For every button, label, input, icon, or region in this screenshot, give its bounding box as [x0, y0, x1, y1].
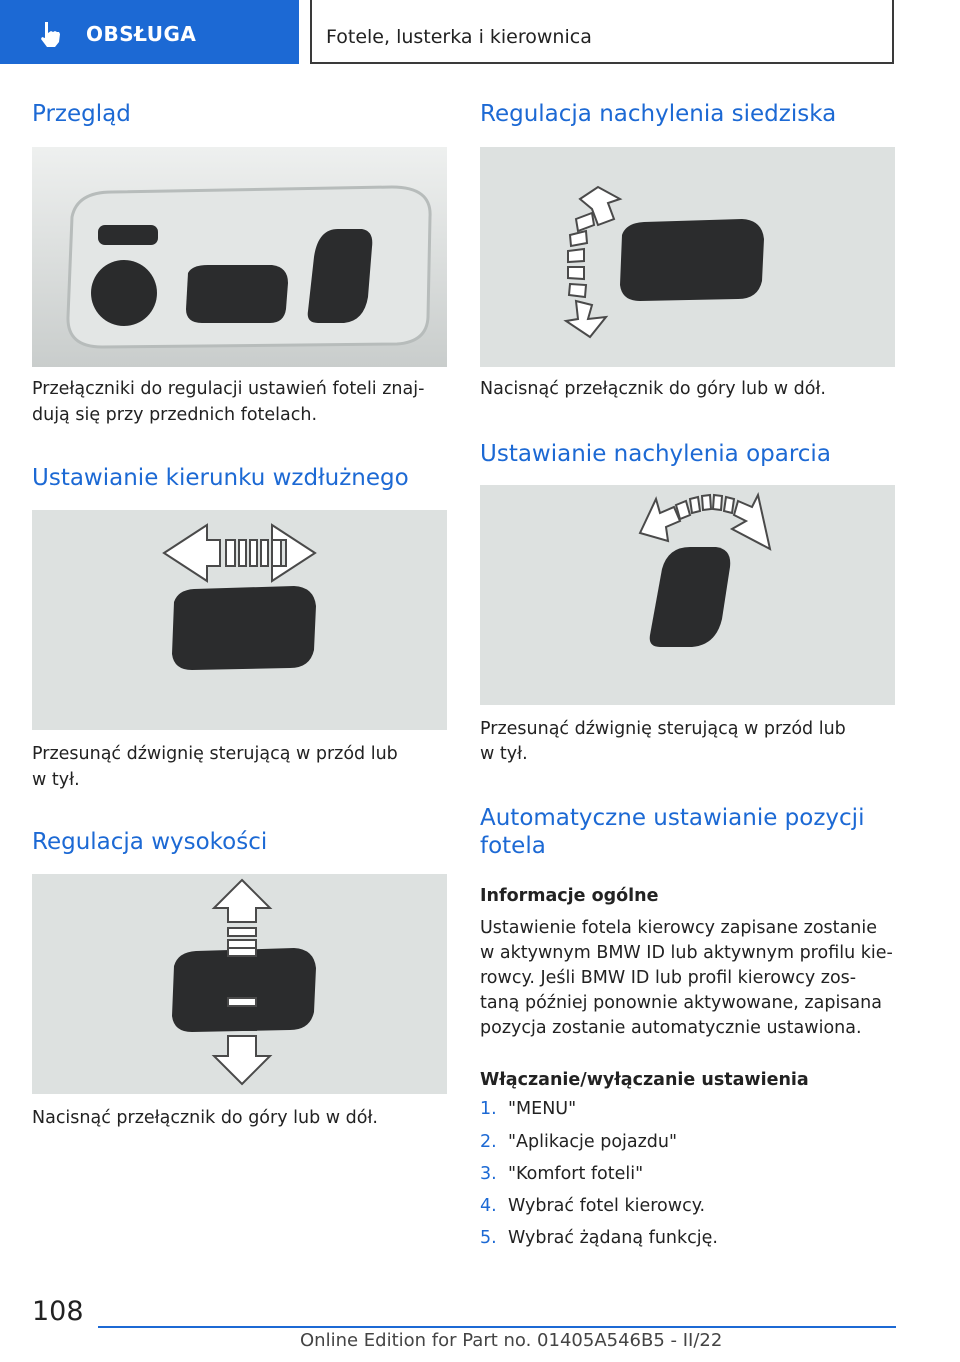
subheading-general: Informacje ogólne: [480, 886, 659, 906]
auto-text-5: pozycja zostanie automatycznie ustawiona.: [480, 1018, 862, 1038]
tilt-text: Nacisnąć przełącznik do góry lub w dół.: [480, 379, 826, 399]
heading-tilt: Regulacja nachylenia siedziska: [480, 101, 837, 127]
list-number: 4.: [480, 1196, 497, 1216]
longitudinal-text-2: w tył.: [32, 770, 80, 790]
auto-text-2: w aktywnym BMW ID lub aktywnym profilu kie-: [480, 943, 893, 963]
list-number: 3.: [480, 1164, 497, 1184]
list-text: "MENU": [508, 1099, 577, 1119]
auto-text-4: taną później ponownie aktywowane, zapisana: [480, 993, 882, 1013]
backrest-text-1: Przesunąć dźwignię sterującą w przód lub: [480, 719, 846, 739]
list-number: 2.: [480, 1132, 497, 1152]
seat-tilt-image: [480, 147, 895, 367]
list-item: [480, 1196, 705, 1216]
section-tab[interactable]: [0, 0, 299, 64]
list-text: "Komfort foteli": [508, 1164, 644, 1184]
heading-overview: Przegląd: [32, 101, 131, 127]
overview-text-1: Przełączniki do regulacji ustawień foteli znaj-: [32, 379, 425, 399]
longitudinal-text-1: Przesunąć dźwignię sterującą w przód lub: [32, 744, 398, 764]
overview-text-2: dują się przy przednich fotelach.: [32, 405, 318, 425]
footer-divider: [98, 1326, 896, 1328]
list-number: 1.: [480, 1099, 497, 1119]
heading-longitudinal: Ustawianie kierunku wzdłużnego: [32, 465, 409, 491]
auto-text-3: rowcy. Jeśli BMW ID lub profil kierowcy zos-: [480, 968, 857, 988]
list-text: Wybrać fotel kierowcy.: [508, 1196, 706, 1216]
heading-backrest: Ustawianie nachylenia oparcia: [480, 441, 831, 467]
section-label: OBSŁUGA: [86, 22, 197, 46]
longitudinal-adjustment-image: [32, 510, 447, 730]
footer-edition: Online Edition for Part no. 01405A546B5 - II/22: [300, 1330, 723, 1351]
height-adjustment-image: [32, 874, 447, 1094]
list-item: [480, 1164, 643, 1184]
heading-auto-2: fotela: [480, 833, 546, 859]
subheading-toggle: Włączanie/wyłączanie ustawienia: [480, 1070, 809, 1090]
list-item: [480, 1099, 576, 1119]
backrest-tilt-image: [480, 485, 895, 705]
page-number: 108: [32, 1296, 84, 1327]
list-text: "Aplikacje pojazdu": [508, 1132, 678, 1152]
heading-height: Regulacja wysokości: [32, 829, 268, 855]
list-text: Wybrać żądaną funkcję.: [508, 1228, 718, 1248]
seat-controls-overview-image: [32, 147, 447, 367]
backrest-text-2: w tył.: [480, 744, 528, 764]
heading-auto-1: Automatyczne ustawianie pozycji: [480, 805, 865, 831]
auto-text-1: Ustawienie fotela kierowcy zapisane zostanie: [480, 918, 877, 938]
list-item: [480, 1132, 677, 1152]
page-title: Fotele, lusterka i kierownica: [326, 26, 592, 48]
hand-pointer-icon: [34, 18, 66, 50]
height-text: Nacisnąć przełącznik do góry lub w dół.: [32, 1108, 378, 1128]
list-item: [480, 1228, 718, 1248]
list-number: 5.: [480, 1228, 497, 1248]
